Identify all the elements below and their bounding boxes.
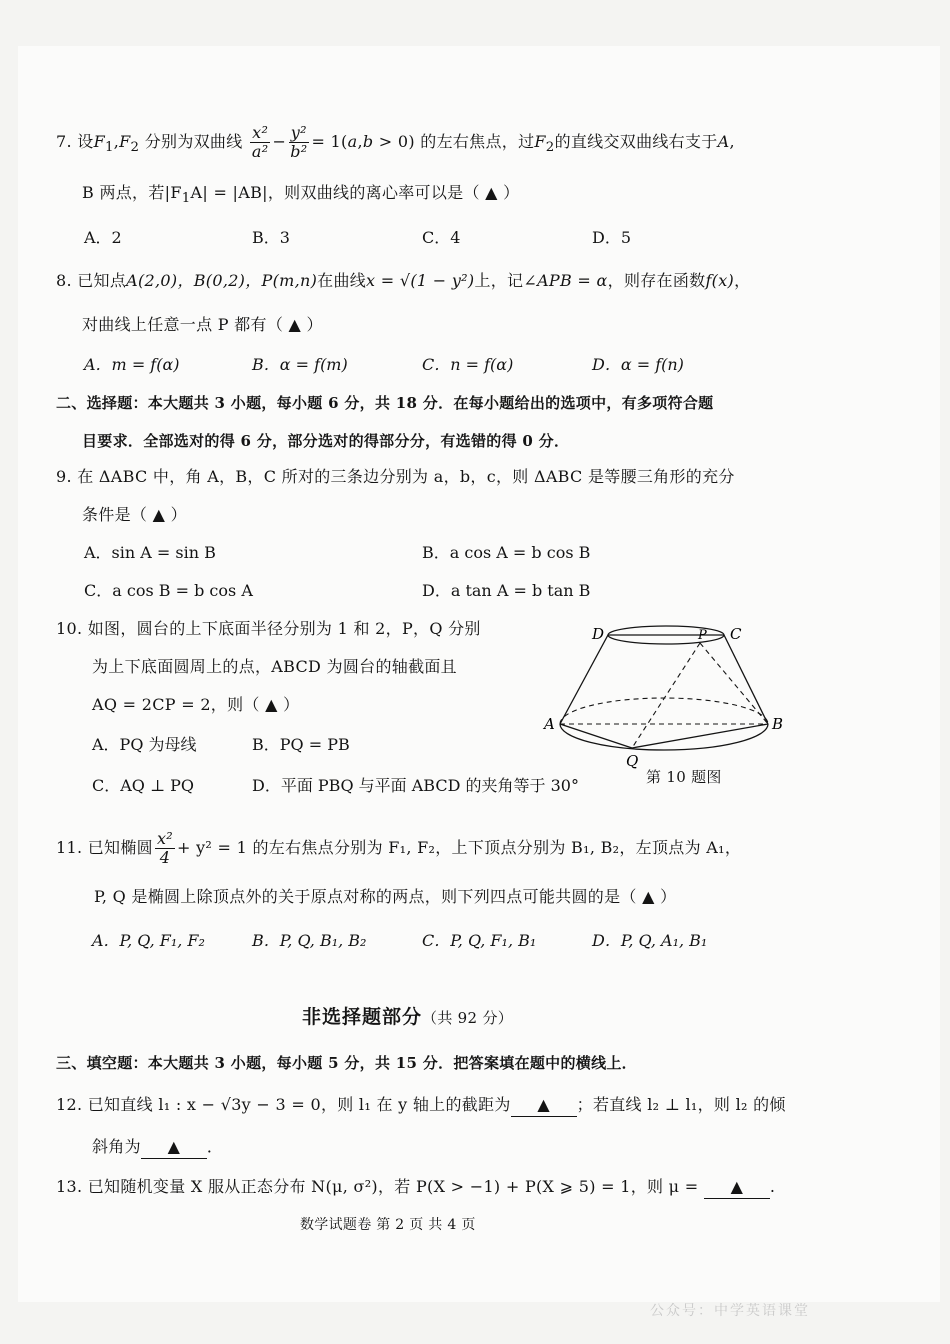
label-d: D: [592, 625, 605, 643]
q9-option-b: B．a cos A = b cos B: [422, 543, 591, 562]
q7-option-b: B．3: [252, 228, 290, 247]
q8-option-a: A．m = f(α): [84, 355, 180, 374]
q8-option-c: C．n = f(α): [422, 355, 514, 374]
label-b: B: [772, 715, 784, 733]
section-2-header-line-1: 二、选择题：本大题共 3 小题，每小题 6 分，共 18 分．在每小题给出的选项中，有多项符合题: [56, 394, 714, 412]
section-3-header: 三、填空题：本大题共 3 小题，每小题 5 分，共 15 分．把答案填在题中的横线上．: [56, 1054, 637, 1072]
q11-option-b: B．P, Q, B₁, B₂: [252, 931, 367, 950]
q7-option-a: A．2: [84, 228, 122, 247]
bottom-base-back-arc: [560, 698, 768, 724]
section-2-header-line-2: 目要求．全部选对的得 6 分，部分选对的得部分分，有选错的得 0 分．: [82, 432, 570, 450]
fraction-x2-a2: $\frac{\text{x²}}{\text{a²}}$: [251, 123, 269, 161]
q10-option-d: D．平面 PBQ 与平面 ABCD 的夹角等于 30°: [252, 776, 579, 795]
fraction-y2-b2: $\frac{\text{y²}}{\text{b²}}$: [290, 123, 308, 161]
q12-answer-blank-2[interactable]: ▲: [141, 1136, 207, 1159]
question-8-line-1: 8. 已知点A(2,0)，B(0,2)，P(m,n)在曲线x = √(1 − y²)上，记∠APB = α，则存在函数f(x)，: [56, 271, 751, 290]
q9-option-d: D．a tan A = b tan B: [422, 581, 591, 600]
question-8-line-2: 对曲线上任意一点 P 都有（ ▲ ）: [82, 315, 323, 334]
part-2-heading: 非选择题部分（共 92 分）: [302, 1006, 514, 1028]
q11-option-d: D．P, Q, A₁, B₁: [592, 931, 708, 950]
q10-option-c: C．AQ ⊥ PQ: [92, 776, 195, 795]
frustum-figure: [540, 614, 792, 772]
figure-10-caption: 第 10 题图: [646, 768, 722, 786]
q8-option-b: B．α = f(m): [252, 355, 348, 374]
q7-option-d: D．5: [592, 228, 632, 247]
question-11-line-2: P, Q 是椭圆上除顶点外的关于原点对称的两点，则下列四点可能共圆的是（ ▲ ）: [94, 887, 677, 906]
label-q: Q: [626, 752, 639, 770]
question-9-line-2: 条件是（ ▲ ）: [82, 505, 187, 524]
q11-option-c: C．P, Q, F₁, B₁: [422, 931, 537, 950]
question-11-line-1: 11. 已知椭圆 $\frac{\text{x²}}{4}$ + y² = 1 的左右焦点分别为 F₁, F₂，上下顶点分别为 B₁, B₂，左顶点为 A₁，: [56, 829, 742, 867]
question-12-line-2: 斜角为 ▲ ．: [92, 1136, 223, 1159]
segment-pq: [632, 643, 700, 748]
q8-option-d: D．α = f(n): [592, 355, 684, 374]
q9-option-a: A．sin A = sin B: [84, 543, 216, 562]
fraction-x2-4: $\frac{\text{x²}}{4}$: [156, 829, 173, 867]
question-9-line-1: 9. 在 ΔABC 中，角 A，B，C 所对的三条边分别为 a，b，c，则 ΔABC 是等腰三角形的充分: [56, 467, 735, 486]
question-10-line-2: 为上下底面圆周上的点，ABCD 为圆台的轴截面且: [92, 657, 457, 676]
q12-answer-blank-1[interactable]: ▲: [511, 1094, 577, 1117]
q9-option-c: C．a cos B = b cos A: [84, 581, 253, 600]
bottom-base-front-arc: [560, 724, 768, 750]
label-c: C: [730, 625, 742, 643]
segment-qb: [632, 724, 768, 748]
question-7-line-2: B 两点，若$|F_1A| = |AB|$，则双曲线的离心率可以是（ ▲ ）: [82, 183, 520, 207]
q10-option-a: A．PQ 为母线: [92, 735, 197, 754]
exam-page: [18, 46, 940, 1302]
label-a: A: [544, 715, 555, 733]
question-7-line-1: 7. 设$F_1,F_2$ 分别为双曲线 $\frac{\text{x²}}{\text{a²}}$ − $\frac{\text{y²}}{\text{b²}}$ = 1(a,b > 0) 的左右焦点，过$F_2$的直线交双曲线右支于A,: [56, 123, 735, 161]
question-10-line-3: AQ = 2CP = 2，则（ ▲ ）: [92, 695, 300, 714]
q11-option-a: A．P, Q, F₁, F₂: [92, 931, 205, 950]
watermark: 公众号：中学英语课堂: [650, 1303, 810, 1319]
question-12-line-1: 12. 已知直线 l₁ : x − √3y − 3 = 0，则 l₁ 在 y 轴上的截距为 ▲ ；若直线 l₂ ⊥ l₁，则 l₂ 的倾: [56, 1094, 786, 1117]
q10-option-b: B．PQ = PB: [252, 735, 350, 754]
q7-option-c: C．4: [422, 228, 461, 247]
slant-edge-left: [560, 635, 608, 724]
q13-answer-blank[interactable]: ▲: [704, 1176, 770, 1199]
page-footer: 数学试题卷 第 2 页 共 4 页: [300, 1217, 476, 1233]
question-10-line-1: 10. 如图，圆台的上下底面半径分别为 1 和 2，P，Q 分别: [56, 619, 481, 638]
label-p: P: [698, 628, 707, 643]
question-13-line-1: 13. 已知随机变量 X 服从正态分布 N(μ, σ²)，若 P(X > −1) + P(X ⩾ 5) = 1，则 μ = ▲ .: [56, 1176, 775, 1199]
